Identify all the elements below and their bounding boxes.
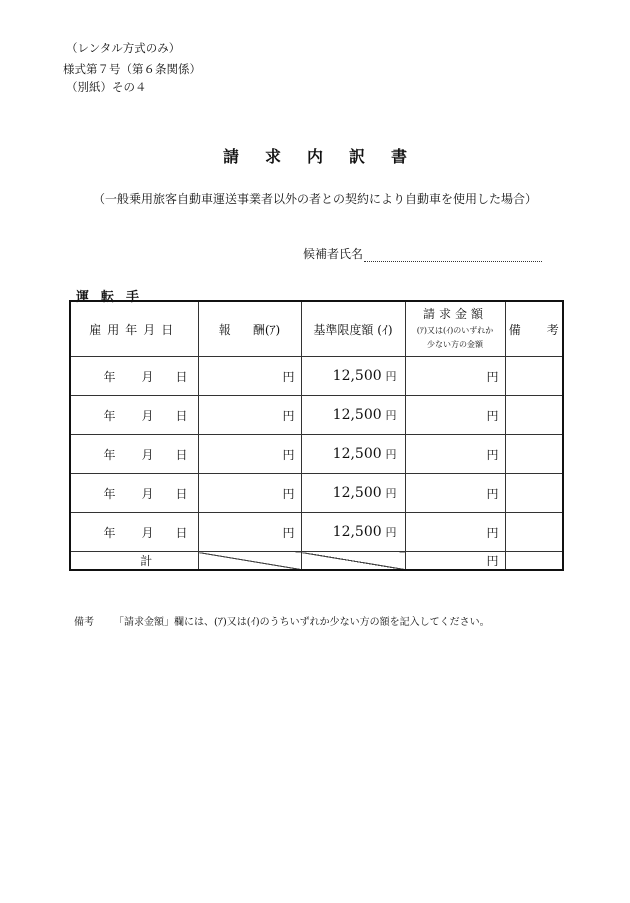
notes-cell[interactable] [505, 513, 563, 552]
footnote-text: 「請求金額」欄には、(ｱ)又は(ｲ)のうちいずれか少ない方の額を記入してください。 [114, 617, 490, 628]
total-label: 計 [70, 552, 198, 571]
table-header-row [70, 301, 563, 357]
standard-limit-cell: 12,500 円 [301, 513, 405, 552]
notes-cell[interactable] [505, 474, 563, 513]
total-limit-cell-blank [301, 552, 405, 571]
employment-date-cell[interactable]: 年 月 日 [70, 435, 198, 474]
form-condition-label: （レンタル方式のみ） [66, 41, 181, 55]
total-notes-cell[interactable] [505, 552, 563, 571]
employment-date-cell[interactable]: 年 月 日 [70, 357, 198, 396]
reward-cell[interactable]: 円 [198, 474, 301, 513]
document-subtitle: （一般乗用旅客自動車運送事業者以外の者との契約により自動車を使用した場合） [92, 192, 537, 206]
reward-cell[interactable]: 円 [198, 513, 301, 552]
notes-cell[interactable] [505, 435, 563, 474]
breakdown-table [69, 300, 564, 571]
header-employment-date: 雇用年月日 [70, 301, 198, 357]
header-standard-limit: 基準限度額 (ｲ) [301, 301, 405, 357]
header-reward: 報 酬(ｱ) [198, 301, 301, 357]
table-row [70, 357, 563, 396]
applicant-name-input-line[interactable] [364, 249, 542, 262]
table-row [70, 435, 563, 474]
document-title: 請求内訳書 [222, 147, 433, 166]
footnote [74, 613, 490, 628]
standard-limit-cell: 12,500 円 [301, 357, 405, 396]
total-claim-cell[interactable]: 円 [405, 552, 505, 571]
employment-date-cell[interactable]: 年 月 日 [70, 396, 198, 435]
reward-cell[interactable]: 円 [198, 435, 301, 474]
applicant-name-field[interactable] [303, 245, 542, 262]
standard-limit-cell: 12,500 円 [301, 396, 405, 435]
header-notes: 備 考 [505, 301, 563, 357]
employment-date-cell[interactable]: 年 月 日 [70, 474, 198, 513]
notes-cell[interactable] [505, 396, 563, 435]
employment-date-cell[interactable]: 年 月 日 [70, 513, 198, 552]
claim-amount-cell[interactable]: 円 [405, 396, 505, 435]
total-reward-cell-blank [198, 552, 301, 571]
claim-amount-cell[interactable]: 円 [405, 513, 505, 552]
applicant-name-label: 候補者氏名 [303, 247, 364, 261]
total-row [70, 552, 563, 571]
reward-cell[interactable]: 円 [198, 396, 301, 435]
table-row [70, 474, 563, 513]
notes-cell[interactable] [505, 357, 563, 396]
claim-amount-cell[interactable]: 円 [405, 357, 505, 396]
standard-limit-cell: 12,500 円 [301, 474, 405, 513]
standard-limit-cell: 12,500 円 [301, 435, 405, 474]
table-row [70, 396, 563, 435]
section-label-driver: 運転手 [76, 290, 152, 305]
table-row [70, 513, 563, 552]
footnote-label: 備考 [74, 617, 94, 628]
attachment-label: （別紙）その４ [66, 80, 147, 94]
claim-amount-cell[interactable]: 円 [405, 435, 505, 474]
header-claim-amount: 請求金額 (ｱ)又は(ｲ)のいずれか 少ない方の金額 [405, 301, 505, 357]
reward-cell[interactable]: 円 [198, 357, 301, 396]
form-number-label: 様式第７号（第６条関係） [63, 62, 201, 76]
claim-amount-cell[interactable]: 円 [405, 474, 505, 513]
